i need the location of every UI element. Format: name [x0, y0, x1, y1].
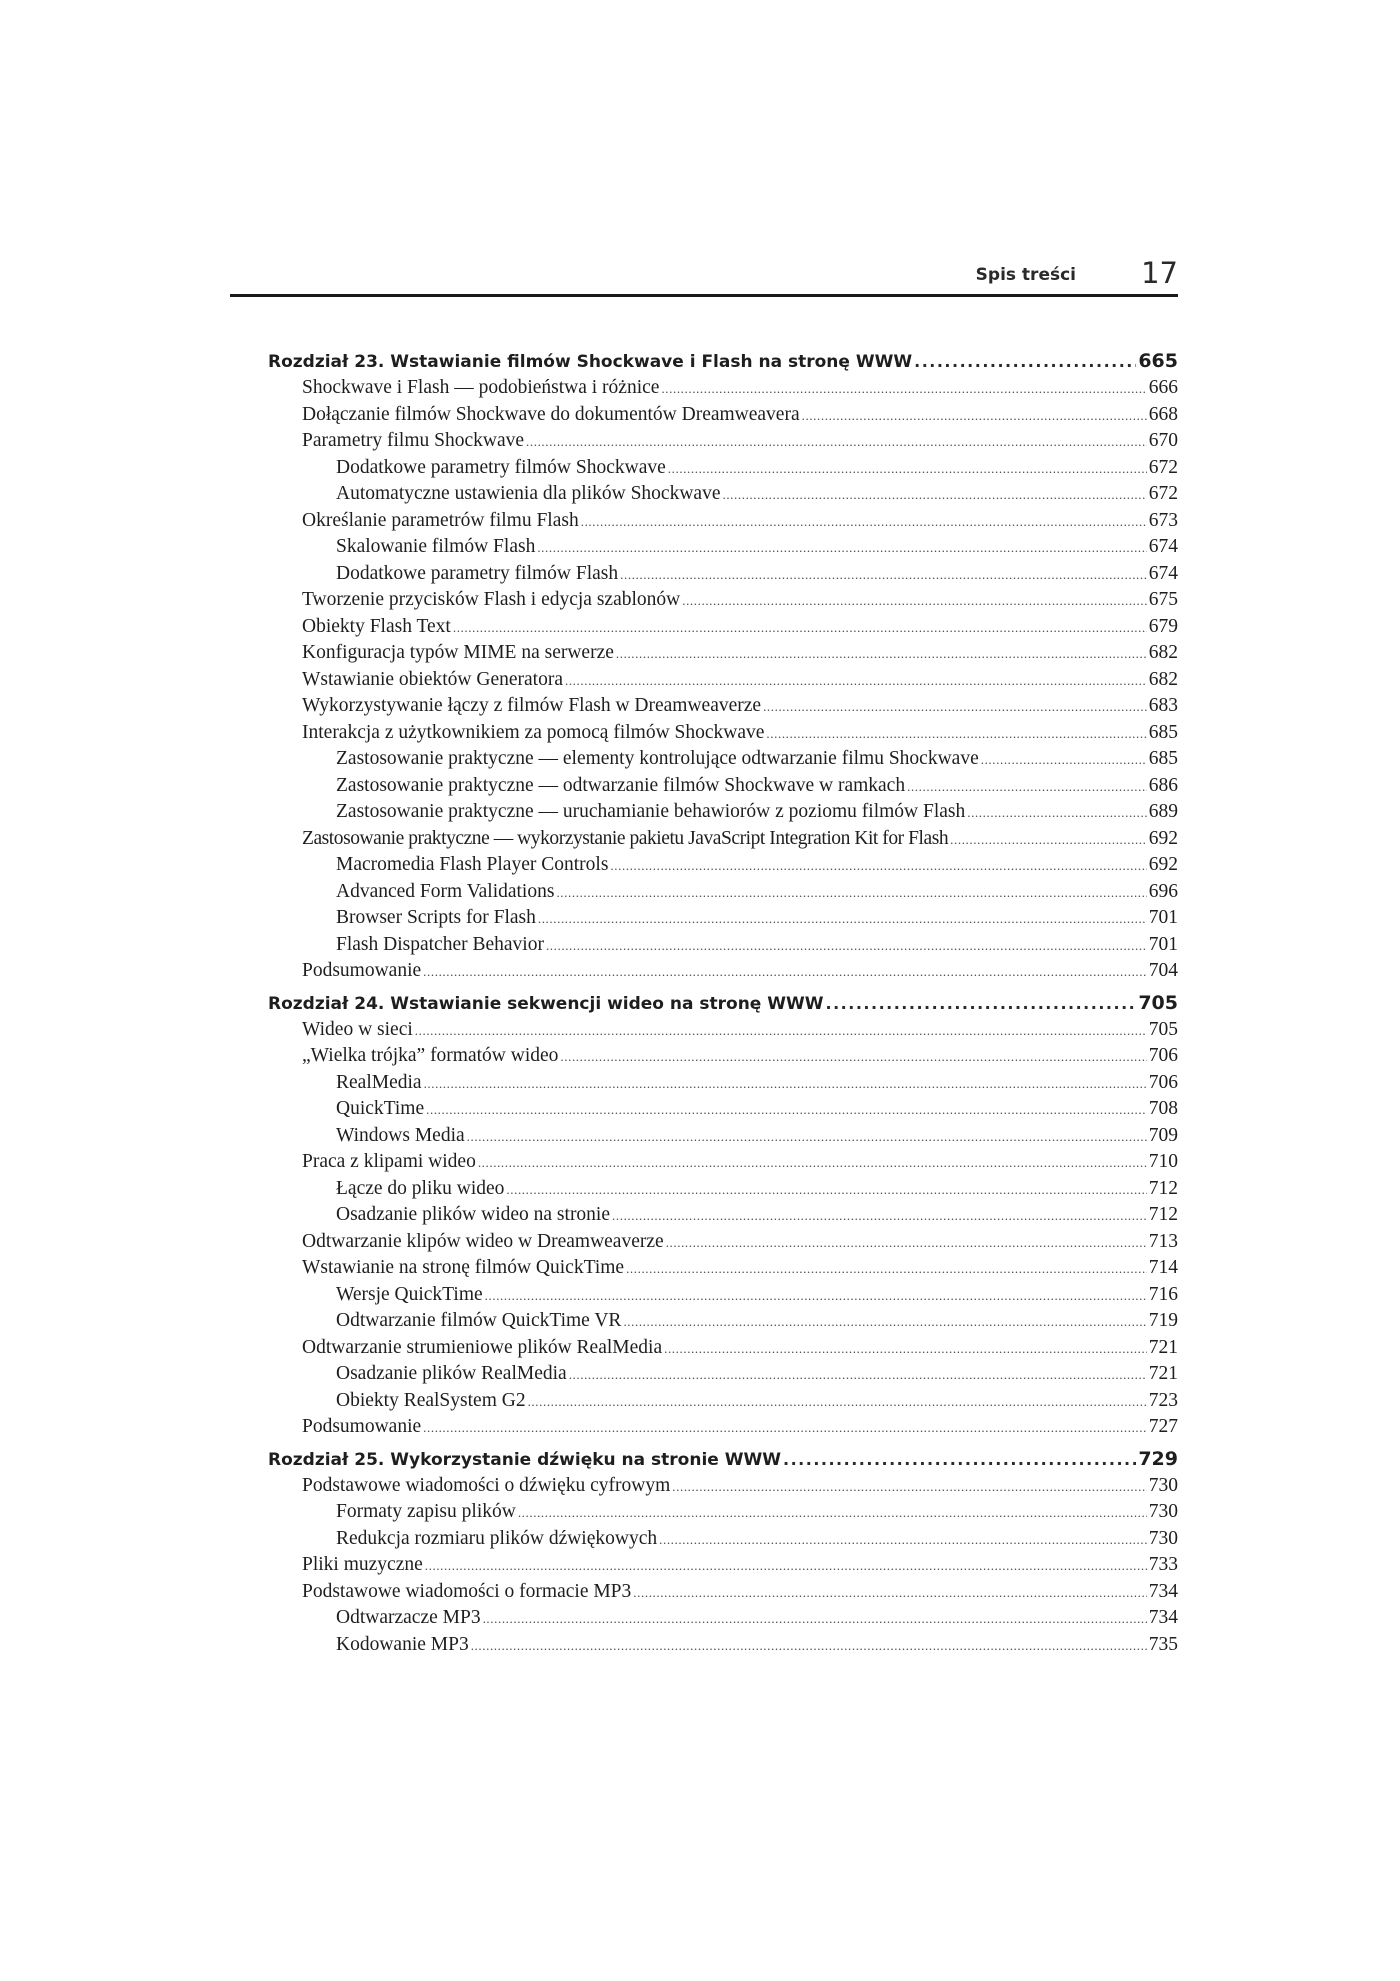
- toc-entry-page: 665: [1138, 350, 1178, 372]
- toc-entry-title: Browser Scripts for Flash: [336, 907, 536, 928]
- toc-entry-page: 709: [1148, 1124, 1178, 1146]
- dot-leader: [415, 1023, 1147, 1039]
- toc-entry: [268, 1607, 1178, 1634]
- toc-entry-page: 710: [1148, 1151, 1178, 1172]
- toc-entry-page: 683: [1148, 695, 1178, 716]
- toc-entry-title: Podsumowanie: [302, 960, 422, 981]
- toc-entry-page: 704: [1148, 960, 1178, 981]
- dot-leader: [471, 1638, 1147, 1654]
- toc-entry-page: 734: [1148, 1580, 1178, 1602]
- toc-entry-title: Flash Dispatcher Behavior: [336, 933, 544, 955]
- toc-entry-page: 666: [1148, 377, 1178, 398]
- dot-leader: [672, 1479, 1146, 1495]
- toc-entry: [268, 1634, 1178, 1661]
- toc-entry-title: Tworzenie przycisków Flash i edycja szablonów: [302, 589, 681, 610]
- toc-entry-page: 701: [1148, 907, 1178, 928]
- toc-entry-title: „Wielka trójka” formatów wideo: [302, 1045, 559, 1066]
- toc-entry-title: Wideo w sieci: [302, 1018, 413, 1040]
- toc-entry-title: Automatyczne ustawienia dla plików Shockwave: [336, 483, 721, 504]
- toc-entry-page: 716: [1148, 1283, 1178, 1305]
- toc-entry-title: Wersje QuickTime: [336, 1283, 483, 1305]
- dot-leader: [914, 352, 1136, 371]
- toc-entry-page: 730: [1148, 1474, 1178, 1496]
- dot-leader: [668, 461, 1147, 477]
- toc-entry-title: Określanie parametrów filmu Flash: [302, 509, 579, 531]
- dot-leader: [518, 1505, 1147, 1521]
- dot-leader: [483, 1611, 1147, 1627]
- dot-leader: [528, 1394, 1147, 1410]
- dot-leader: [633, 1585, 1146, 1601]
- toc-entry-page: 730: [1148, 1527, 1178, 1549]
- toc-entry: [268, 1231, 1178, 1258]
- dot-leader: [546, 938, 1147, 954]
- dot-leader: [560, 1049, 1146, 1065]
- dot-leader: [950, 832, 1147, 848]
- toc-entry-title: Redukcja rozmiaru plików dźwiękowych: [336, 1527, 658, 1549]
- toc-entry-page: 719: [1148, 1310, 1178, 1331]
- toc-entry: [268, 1125, 1178, 1152]
- toc-entry-title: Odtwarzanie filmów QuickTime VR: [336, 1310, 622, 1331]
- toc-entry-title: Podstawowe wiadomości o formacie MP3: [302, 1580, 632, 1602]
- toc-entry: [268, 536, 1178, 563]
- toc-entry-page: 686: [1148, 774, 1178, 796]
- toc-entry-title: Formaty zapisu plików: [336, 1501, 516, 1522]
- toc-entry: [268, 1151, 1178, 1178]
- toc-entry-title: Zastosowanie praktyczne — elementy kontrolujące odtwarzanie filmu Shockwave: [336, 748, 979, 769]
- toc-entry-title: Podsumowanie: [302, 1416, 422, 1437]
- toc-entry: [268, 775, 1178, 802]
- toc-entry-page: 705: [1138, 991, 1178, 1014]
- toc-entry-page: 674: [1148, 536, 1178, 557]
- toc-entry-title: Podstawowe wiadomości o dźwięku cyfrowym: [302, 1474, 671, 1496]
- toc-entry: [268, 1363, 1178, 1390]
- toc-entry: [268, 1581, 1178, 1608]
- dot-leader: [425, 1558, 1147, 1574]
- toc-entry-title: Windows Media: [336, 1124, 465, 1146]
- toc-entry-title: QuickTime: [336, 1098, 425, 1119]
- toc-entry-page: 673: [1148, 509, 1178, 531]
- toc-entry: [268, 404, 1178, 431]
- toc-entry: [268, 616, 1178, 643]
- toc-entry: [268, 1390, 1178, 1417]
- dot-leader: [537, 540, 1146, 556]
- toc-entry-title: Zastosowanie praktyczne — wykorzystanie pakietu JavaScript Integration Kit for Flash: [302, 827, 949, 849]
- dot-leader: [506, 1182, 1146, 1198]
- toc-entry-title: Osadzanie plików RealMedia: [336, 1363, 567, 1384]
- toc-entry-page: 682: [1148, 668, 1178, 690]
- toc-entry: [268, 669, 1178, 696]
- toc-entry: [268, 483, 1178, 510]
- dot-leader: [623, 1314, 1146, 1330]
- toc-entry-page: 721: [1148, 1336, 1178, 1358]
- dot-leader: [426, 1102, 1147, 1118]
- toc-entry: [268, 1045, 1178, 1072]
- toc-entry-page: 735: [1148, 1633, 1178, 1655]
- toc-entry-page: 685: [1148, 721, 1178, 743]
- toc-chapter-heading: [268, 992, 1178, 1019]
- toc-entry-title: Rozdział 24. Wstawianie sekwencji wideo na stronę WWW: [268, 993, 824, 1014]
- toc-entry-title: Shockwave i Flash — podobieństwa i różnice: [302, 377, 660, 398]
- toc-entry-page: 727: [1148, 1416, 1178, 1437]
- dot-leader: [423, 1420, 1147, 1436]
- toc-entry-title: Advanced Form Validations: [336, 880, 555, 902]
- toc-entry-title: Wstawianie obiektów Generatora: [302, 668, 563, 690]
- toc-entry-title: Dołączanie filmów Shockwave do dokumentów Dreamweavera: [302, 403, 800, 425]
- dot-leader: [565, 673, 1147, 689]
- dot-leader: [661, 381, 1146, 397]
- toc-entry-page: 672: [1148, 456, 1178, 478]
- toc-entry-page: 729: [1138, 1447, 1178, 1470]
- toc-entry-page: 733: [1148, 1554, 1178, 1575]
- toc-entry-title: Wykorzystywanie łączy z filmów Flash w Dreamweaverze: [302, 695, 762, 716]
- toc-entry-page: 734: [1148, 1607, 1178, 1628]
- toc-entry: [268, 1501, 1178, 1528]
- toc-entry-title: Łącze do pliku wideo: [336, 1177, 505, 1199]
- toc-entry: [268, 1178, 1178, 1205]
- toc-entry: [268, 695, 1178, 722]
- dot-leader: [763, 699, 1147, 715]
- toc-entry: [268, 589, 1178, 616]
- dot-leader: [907, 779, 1147, 795]
- toc-entry: [268, 907, 1178, 934]
- toc-entry-title: Zastosowanie praktyczne — uruchamianie behawiorów z poziomu filmów Flash: [336, 801, 966, 822]
- dot-leader: [826, 994, 1137, 1013]
- toc-entry-title: Kodowanie MP3: [336, 1633, 469, 1655]
- toc-entry-page: 696: [1148, 880, 1178, 902]
- toc-entry-page: 682: [1148, 642, 1178, 663]
- toc-entry-title: Praca z klipami wideo: [302, 1151, 476, 1172]
- dot-leader: [682, 593, 1147, 609]
- toc-entry-title: Parametry filmu Shockwave: [302, 430, 525, 451]
- toc-entry: [268, 1528, 1178, 1555]
- table-of-contents: [268, 350, 1178, 1660]
- toc-entry-title: Wstawianie na stronę filmów QuickTime: [302, 1257, 625, 1278]
- toc-entry-page: 689: [1148, 801, 1178, 822]
- toc-entry-page: 706: [1148, 1045, 1178, 1066]
- dot-leader: [666, 1235, 1147, 1251]
- toc-entry-title: Odtwarzacze MP3: [336, 1607, 481, 1628]
- toc-entry: [268, 1019, 1178, 1046]
- dot-leader: [538, 911, 1147, 927]
- toc-entry-title: Skalowanie filmów Flash: [336, 536, 536, 557]
- dot-leader: [620, 567, 1147, 583]
- dot-leader: [664, 1341, 1147, 1357]
- dot-leader: [659, 1532, 1147, 1548]
- dot-leader: [616, 646, 1147, 662]
- toc-entry-page: 672: [1148, 483, 1178, 504]
- dot-leader: [453, 620, 1147, 636]
- toc-entry-page: 692: [1148, 854, 1178, 875]
- toc-entry: [268, 1554, 1178, 1581]
- dot-leader: [467, 1129, 1147, 1145]
- dot-leader: [485, 1288, 1147, 1304]
- toc-entry-title: Dodatkowe parametry filmów Flash: [336, 562, 619, 584]
- dot-leader: [612, 1208, 1147, 1224]
- toc-entry-page: 670: [1148, 430, 1178, 451]
- toc-entry-page: 692: [1148, 827, 1178, 849]
- toc-entry: [268, 1204, 1178, 1231]
- toc-entry-page: 675: [1148, 589, 1178, 610]
- toc-entry-title: Rozdział 23. Wstawianie filmów Shockwave i Flash na stronę WWW: [268, 352, 913, 372]
- dot-leader: [581, 514, 1147, 530]
- toc-entry-page: 706: [1148, 1071, 1178, 1093]
- toc-entry-title: Pliki muzyczne: [302, 1554, 423, 1575]
- toc-entry-title: Osadzanie plików wideo na stronie: [336, 1204, 611, 1225]
- toc-entry-page: 730: [1148, 1501, 1178, 1522]
- toc-entry-title: Odtwarzanie klipów wideo w Dreamweaverze: [302, 1230, 664, 1252]
- toc-chapter-heading: [268, 350, 1178, 377]
- dot-leader: [424, 1076, 1147, 1092]
- toc-entry: [268, 1098, 1178, 1125]
- toc-entry: [268, 1475, 1178, 1502]
- toc-entry-page: 708: [1148, 1098, 1178, 1119]
- dot-leader: [766, 726, 1146, 742]
- dot-leader: [478, 1155, 1147, 1171]
- toc-entry-page: 679: [1148, 615, 1178, 637]
- toc-entry-page: 713: [1148, 1230, 1178, 1252]
- toc-entry-title: Konfiguracja typów MIME na serwerze: [302, 642, 614, 663]
- toc-entry: [268, 1337, 1178, 1364]
- toc-entry-title: Odtwarzanie strumieniowe plików RealMedia: [302, 1336, 663, 1358]
- toc-entry: [268, 377, 1178, 404]
- toc-entry: [268, 934, 1178, 961]
- toc-entry: [268, 1072, 1178, 1099]
- dot-leader: [569, 1367, 1147, 1383]
- toc-entry: [268, 801, 1178, 828]
- toc-entry-page: 685: [1148, 748, 1178, 769]
- toc-entry: [268, 1310, 1178, 1337]
- toc-entry: [268, 563, 1178, 590]
- toc-entry: [268, 1257, 1178, 1284]
- toc-entry-page: 723: [1148, 1389, 1178, 1411]
- toc-chapter-heading: [268, 1448, 1178, 1475]
- page-header: [230, 250, 1178, 297]
- dot-leader: [526, 434, 1147, 450]
- dot-leader: [556, 885, 1146, 901]
- toc-entry: [268, 854, 1178, 881]
- toc-entry-title: Macromedia Flash Player Controls: [336, 854, 609, 875]
- toc-entry-page: 714: [1148, 1257, 1178, 1278]
- dot-leader: [967, 805, 1147, 821]
- toc-entry: [268, 881, 1178, 908]
- dot-leader: [626, 1261, 1147, 1277]
- toc-entry-page: 668: [1148, 403, 1178, 425]
- toc-entry: [268, 1416, 1178, 1443]
- toc-entry: [268, 748, 1178, 775]
- toc-entry: [268, 642, 1178, 669]
- toc-entry-page: 705: [1148, 1018, 1178, 1040]
- toc-entry: [268, 430, 1178, 457]
- toc-entry-title: Rozdział 25. Wykorzystanie dźwięku na stronie WWW: [268, 1449, 781, 1470]
- toc-entry-title: Interakcja z użytkownikiem za pomocą filmów Shockwave: [302, 721, 765, 743]
- toc-entry: [268, 722, 1178, 749]
- toc-entry-page: 674: [1148, 562, 1178, 584]
- toc-entry-page: 712: [1148, 1177, 1178, 1199]
- toc-entry: [268, 457, 1178, 484]
- toc-entry-title: Obiekty RealSystem G2: [336, 1389, 526, 1411]
- dot-leader: [722, 487, 1146, 503]
- toc-entry-page: 712: [1148, 1204, 1178, 1225]
- toc-entry-title: Zastosowanie praktyczne — odtwarzanie filmów Shockwave w ramkach: [336, 774, 906, 796]
- toc-entry-title: Dodatkowe parametry filmów Shockwave: [336, 456, 666, 478]
- toc-entry: [268, 828, 1178, 855]
- toc-entry: [268, 1284, 1178, 1311]
- dot-leader: [783, 1450, 1136, 1469]
- toc-entry: [268, 960, 1178, 987]
- page-number: 17: [1141, 256, 1178, 290]
- dot-leader: [423, 964, 1147, 980]
- toc-entry-page: 721: [1148, 1363, 1178, 1384]
- running-header-title: Spis treści: [975, 265, 1076, 285]
- toc-entry: [268, 510, 1178, 537]
- dot-leader: [802, 408, 1147, 424]
- toc-entry-page: 701: [1148, 933, 1178, 955]
- dot-leader: [981, 752, 1147, 768]
- toc-entry-title: Obiekty Flash Text: [302, 615, 451, 637]
- dot-leader: [610, 858, 1146, 874]
- toc-entry-title: RealMedia: [336, 1071, 422, 1093]
